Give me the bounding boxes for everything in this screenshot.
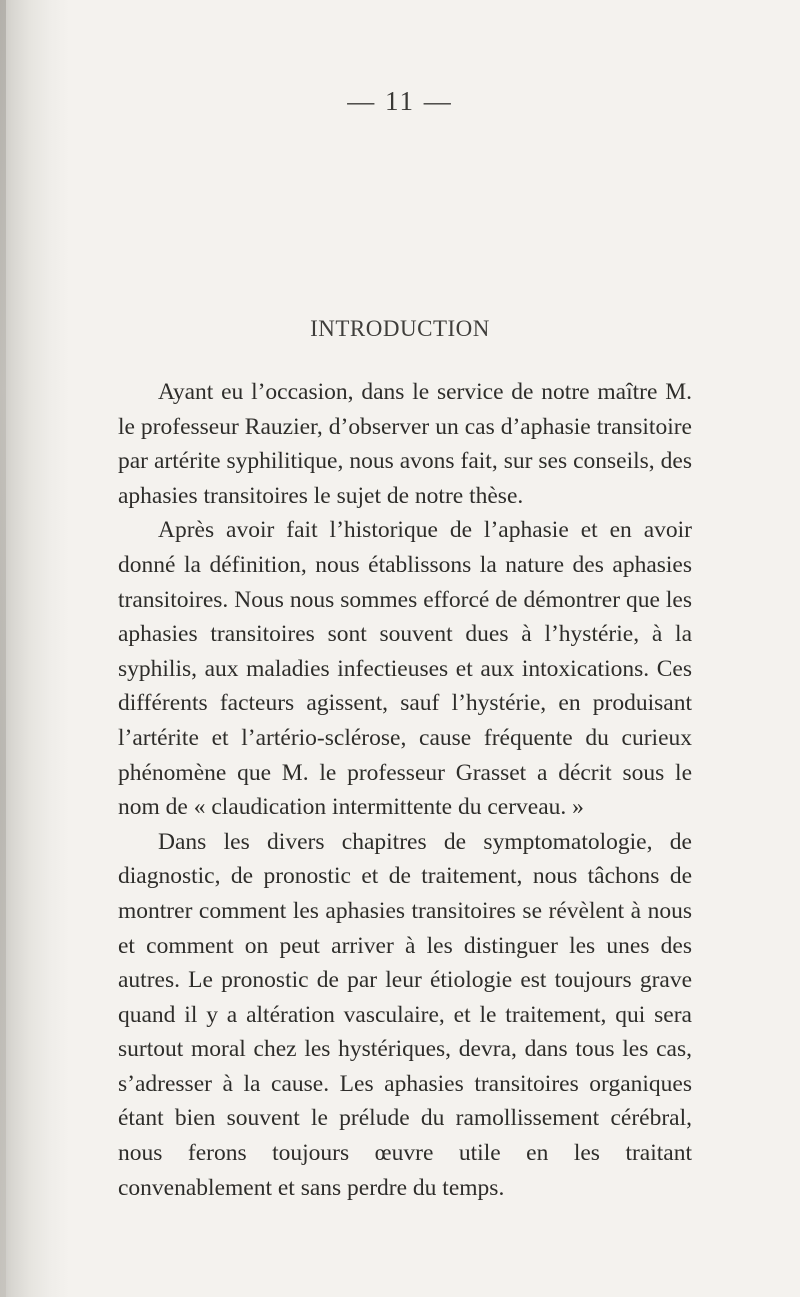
body-text	[118, 375, 692, 1205]
section-heading: INTRODUCTION	[310, 316, 490, 341]
page-edge	[0, 0, 6, 1297]
paragraph: Après avoir fait l’historique de l’aphasie et en avoir donné la définition, nous établissons la nature des aphasies transitoires. Nous nous sommes efforcé de démontrer que les aphasies transitoires sont souvent dues à l’hystérie, à la syphilis, aux maladies infectieuses et aux intoxications. Ces différents facteurs agissent, sauf l’hystérie, en produisant l’artérite et l’artério-sclérose, cause fréquente du curieux phénomène que M. le professeur Grasset a décrit sous le nom de « claudication intermittente du cerveau. »	[118, 517, 692, 821]
page-number: — 11 —	[347, 86, 453, 116]
page-gutter-shadow	[0, 0, 70, 1297]
paragraph: Dans les divers chapitres de symptomatologie, de diagnostic, de pronostic et de traitement, nous tâchons de montrer comment les aphasies transitoires se révèlent à nous et comment on peut arriver à les distinguer les unes des autres. Le pronostic de par leur étiologie est toujours grave quand il y a altération vasculaire, et le traitement, qui sera surtout moral chez les hystériques, devra, dans tous les cas, s’adresser à la cause. Les aphasies transitoires organiques étant bien souvent le prélude du ramollissement cérébral, nous ferons toujours œuvre utile en les traitant convenablement et sans perdre du temps.	[118, 828, 692, 1201]
paragraph: Ayant eu l’occasion, dans le service de notre maître M. le professeur Rauzier, d’observer un cas d’aphasie transitoire par artérite syphilitique, nous avons fait, sur ses conseils, des aphasies transitoires le sujet de notre thèse.	[118, 379, 692, 509]
